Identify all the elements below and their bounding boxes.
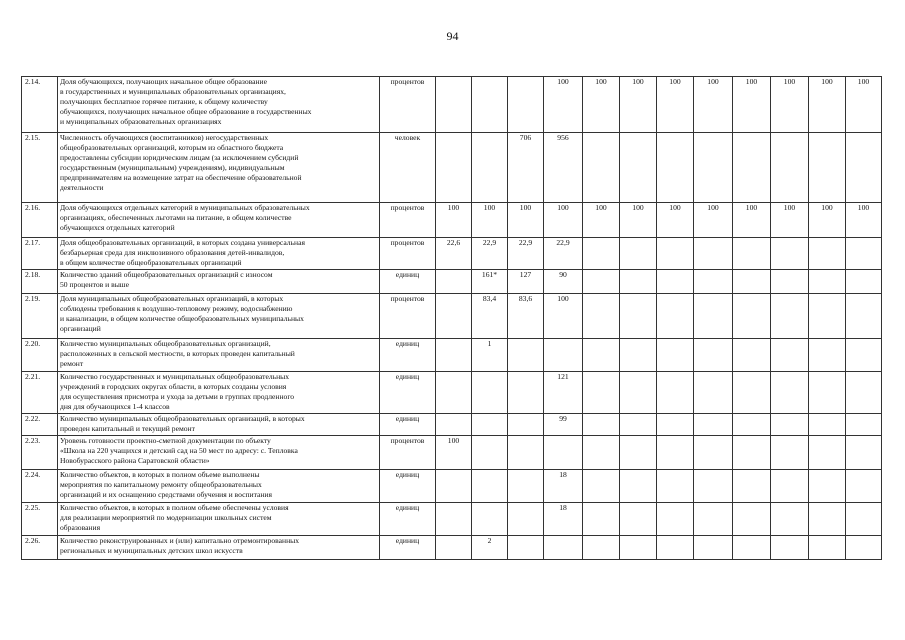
value-cell	[657, 133, 694, 203]
unit-cell: единиц	[380, 270, 436, 294]
value-cell	[809, 339, 846, 372]
table-row	[22, 536, 882, 560]
value-cell	[846, 339, 882, 372]
value-cell: 100	[583, 77, 620, 133]
value-cell: 100	[544, 294, 583, 339]
unit-cell: процентов	[380, 436, 436, 470]
value-cell: 100	[544, 77, 583, 133]
value-cell	[436, 133, 472, 203]
value-cell: 100	[771, 203, 809, 238]
value-cell	[694, 536, 733, 560]
value-cell	[544, 436, 583, 470]
value-cell	[733, 339, 771, 372]
value-cell: 83,6	[508, 294, 544, 339]
value-cell	[508, 414, 544, 436]
value-cell	[771, 503, 809, 536]
value-cell	[657, 503, 694, 536]
page-number: 94	[446, 29, 459, 43]
value-cell: 100	[436, 203, 472, 238]
indicator-name-cell: Доля общеобразовательных организаций, в которых создана универсальная безбарьерная среда для инклюзивного образования детей-инвалидов, в общем количестве общеобразовательных организаций	[58, 238, 380, 270]
indicator-number-cell: 2.16.	[22, 203, 58, 238]
value-cell	[657, 339, 694, 372]
indicator-number-cell: 2.23.	[22, 436, 58, 470]
value-cell	[436, 339, 472, 372]
value-cell	[620, 294, 657, 339]
indicator-number-cell: 2.26.	[22, 536, 58, 560]
unit-cell: процентов	[380, 203, 436, 238]
table-row	[22, 133, 882, 203]
value-cell	[771, 339, 809, 372]
table-row	[22, 470, 882, 503]
value-cell	[809, 294, 846, 339]
value-cell	[620, 133, 657, 203]
value-cell	[809, 436, 846, 470]
value-cell: 127	[508, 270, 544, 294]
value-cell	[508, 77, 544, 133]
value-cell	[620, 339, 657, 372]
indicator-name-cell: Доля муниципальных общеобразовательных организаций, в которых соблюдены требования к воздушно-тепловому режиму, водоснабжению и канализации, в общем количестве общеобразовательных муниципальных организаций	[58, 294, 380, 339]
value-cell	[436, 372, 472, 414]
unit-cell: единиц	[380, 503, 436, 536]
table-row	[22, 414, 882, 436]
value-cell	[771, 294, 809, 339]
value-cell	[809, 503, 846, 536]
value-cell	[620, 372, 657, 414]
value-cell	[583, 238, 620, 270]
value-cell	[733, 238, 771, 270]
indicator-number-cell: 2.21.	[22, 372, 58, 414]
value-cell: 100	[694, 203, 733, 238]
indicator-name-cell: Доля обучающихся отдельных категорий в муниципальных образовательных организациях, обеспеченных льготами на питание, в общем количестве обучающихся отдельных категорий	[58, 203, 380, 238]
indicator-number-cell: 2.17.	[22, 238, 58, 270]
value-cell: 22,9	[472, 238, 508, 270]
value-cell	[694, 238, 733, 270]
value-cell	[620, 503, 657, 536]
value-cell	[583, 372, 620, 414]
value-cell	[472, 414, 508, 436]
indicator-name-cell: Количество реконструированных и (или) капитально отремонтированных региональных и муниципальных детских школ искусств	[58, 536, 380, 560]
value-cell	[472, 372, 508, 414]
value-cell	[733, 436, 771, 470]
value-cell	[472, 503, 508, 536]
unit-cell: единиц	[380, 414, 436, 436]
value-cell	[472, 436, 508, 470]
value-cell: 100	[657, 77, 694, 133]
table-row	[22, 77, 882, 133]
table-row	[22, 503, 882, 536]
unit-cell: единиц	[380, 470, 436, 503]
value-cell: 22,9	[544, 238, 583, 270]
indicator-number-cell: 2.18.	[22, 270, 58, 294]
indicator-name-cell: Численность обучающихся (воспитанников) негосударственных общеобразовательных организаций, которым из областного бюджета предоставлены субсидии юридическим лицам (за исключением субсидий государственным (муниципальным) учреждениям), индивидуальным предпринимателям на возмещение затрат на обеспечение образовательной деятельности	[58, 133, 380, 203]
value-cell	[771, 133, 809, 203]
unit-cell: единиц	[380, 536, 436, 560]
value-cell	[846, 414, 882, 436]
value-cell: 100	[694, 77, 733, 133]
table-row	[22, 372, 882, 414]
indicator-name-cell: Доля обучающихся, получающих начальное общее образование в государственных и муниципальных образовательных организациях, получающих бесплатное горячее питание, к общему количеству обучающихся, получающих начальное общее образование в государственных и муниципальных образовательных организациях	[58, 77, 380, 133]
value-cell: 90	[544, 270, 583, 294]
value-cell	[771, 372, 809, 414]
table-row	[22, 339, 882, 372]
value-cell	[733, 372, 771, 414]
value-cell	[733, 414, 771, 436]
value-cell	[694, 372, 733, 414]
value-cell	[694, 133, 733, 203]
indicator-name-cell: Количество зданий общеобразовательных организаций с износом 50 процентов и выше	[58, 270, 380, 294]
value-cell: 100	[620, 77, 657, 133]
value-cell: 956	[544, 133, 583, 203]
value-cell	[472, 133, 508, 203]
value-cell: 100	[771, 77, 809, 133]
value-cell	[583, 436, 620, 470]
value-cell: 100	[846, 77, 882, 133]
value-cell	[508, 436, 544, 470]
value-cell	[620, 470, 657, 503]
value-cell	[846, 372, 882, 414]
value-cell: 1	[472, 339, 508, 372]
value-cell	[733, 270, 771, 294]
value-cell	[544, 339, 583, 372]
value-cell: 161*	[472, 270, 508, 294]
value-cell	[846, 133, 882, 203]
value-cell: 100	[733, 203, 771, 238]
value-cell	[583, 133, 620, 203]
value-cell: 100	[733, 77, 771, 133]
indicator-name-cell: Количество государственных и муниципальных общеобразовательных учреждений в городских округах области, в которых созданы условия для осуществления присмотра и ухода за детьми в группах продленного дня для обучающихся 1-4 классов	[58, 372, 380, 414]
value-cell	[694, 470, 733, 503]
value-cell	[544, 536, 583, 560]
indicator-number-cell: 2.14.	[22, 77, 58, 133]
unit-cell: единиц	[380, 372, 436, 414]
value-cell	[657, 470, 694, 503]
value-cell: 706	[508, 133, 544, 203]
indicator-name-cell: Уровень готовности проектно-сметной документации по объекту «Школа на 220 учащихся и детский сад на 50 мест по адресу: с. Тепловка Новобурасского района Саратовской области»	[58, 436, 380, 470]
value-cell	[846, 294, 882, 339]
value-cell	[620, 414, 657, 436]
value-cell	[771, 436, 809, 470]
table-row	[22, 270, 882, 294]
value-cell	[846, 503, 882, 536]
value-cell	[733, 503, 771, 536]
value-cell: 22,9	[508, 238, 544, 270]
value-cell	[508, 470, 544, 503]
value-cell: 100	[809, 203, 846, 238]
value-cell	[583, 503, 620, 536]
unit-cell: процентов	[380, 294, 436, 339]
value-cell	[771, 270, 809, 294]
value-cell	[846, 436, 882, 470]
value-cell	[436, 294, 472, 339]
value-cell	[583, 414, 620, 436]
value-cell	[694, 503, 733, 536]
value-cell	[771, 470, 809, 503]
value-cell	[508, 372, 544, 414]
value-cell	[657, 414, 694, 436]
value-cell	[436, 77, 472, 133]
value-cell	[809, 414, 846, 436]
table-row	[22, 203, 882, 238]
value-cell	[846, 536, 882, 560]
value-cell: 100	[620, 203, 657, 238]
value-cell	[657, 436, 694, 470]
value-cell	[733, 470, 771, 503]
value-cell	[508, 339, 544, 372]
value-cell: 100	[657, 203, 694, 238]
unit-cell: процентов	[380, 77, 436, 133]
value-cell	[472, 77, 508, 133]
value-cell	[620, 238, 657, 270]
indicator-number-cell: 2.22.	[22, 414, 58, 436]
value-cell	[436, 414, 472, 436]
value-cell	[771, 238, 809, 270]
indicator-name-cell: Количество объектов, в которых в полном объеме обеспечены условия для реализации мероприятий по модернизации школьных систем образования	[58, 503, 380, 536]
indicator-number-cell: 2.25.	[22, 503, 58, 536]
value-cell	[657, 270, 694, 294]
value-cell	[809, 270, 846, 294]
value-cell	[771, 414, 809, 436]
table-row	[22, 294, 882, 339]
indicator-number-cell: 2.19.	[22, 294, 58, 339]
value-cell	[620, 536, 657, 560]
value-cell	[620, 436, 657, 470]
indicator-name-cell: Количество муниципальных общеобразовательных организаций, расположенных в сельской местности, в которых проведен капитальный ремонт	[58, 339, 380, 372]
value-cell	[436, 503, 472, 536]
value-cell	[583, 294, 620, 339]
value-cell	[583, 339, 620, 372]
value-cell	[809, 238, 846, 270]
value-cell: 100	[583, 203, 620, 238]
indicator-number-cell: 2.15.	[22, 133, 58, 203]
value-cell: 100	[508, 203, 544, 238]
value-cell	[472, 470, 508, 503]
value-cell: 22,6	[436, 238, 472, 270]
value-cell	[657, 536, 694, 560]
indicator-number-cell: 2.24.	[22, 470, 58, 503]
value-cell	[733, 294, 771, 339]
value-cell	[694, 339, 733, 372]
value-cell	[657, 238, 694, 270]
value-cell	[583, 536, 620, 560]
value-cell	[583, 470, 620, 503]
value-cell	[583, 270, 620, 294]
table-row	[22, 238, 882, 270]
value-cell	[846, 270, 882, 294]
value-cell	[809, 133, 846, 203]
unit-cell: человек	[380, 133, 436, 203]
value-cell	[846, 238, 882, 270]
value-cell	[694, 270, 733, 294]
value-cell: 100	[846, 203, 882, 238]
value-cell: 100	[472, 203, 508, 238]
value-cell	[620, 270, 657, 294]
table-row	[22, 436, 882, 470]
value-cell: 18	[544, 503, 583, 536]
value-cell	[436, 470, 472, 503]
value-cell	[846, 470, 882, 503]
unit-cell: единиц	[380, 339, 436, 372]
value-cell: 2	[472, 536, 508, 560]
unit-cell: процентов	[380, 238, 436, 270]
value-cell	[694, 294, 733, 339]
indicator-name-cell: Количество муниципальных общеобразовательных организаций, в которых проведен капитальный и текущий ремонт	[58, 414, 380, 436]
value-cell	[733, 133, 771, 203]
value-cell	[436, 536, 472, 560]
value-cell: 99	[544, 414, 583, 436]
value-cell: 100	[809, 77, 846, 133]
value-cell	[809, 536, 846, 560]
value-cell: 100	[544, 203, 583, 238]
value-cell	[733, 536, 771, 560]
value-cell	[694, 436, 733, 470]
value-cell	[809, 470, 846, 503]
value-cell	[809, 372, 846, 414]
value-cell: 18	[544, 470, 583, 503]
value-cell	[657, 294, 694, 339]
value-cell	[508, 503, 544, 536]
value-cell: 121	[544, 372, 583, 414]
indicators-table	[21, 76, 882, 560]
value-cell	[694, 414, 733, 436]
indicator-name-cell: Количество объектов, в которых в полном объеме выполнены мероприятия по капитальному ремонту общеобразовательных организаций и их оснащению средствами обучения и воспитания	[58, 470, 380, 503]
value-cell: 83,4	[472, 294, 508, 339]
value-cell	[657, 372, 694, 414]
value-cell: 100	[436, 436, 472, 470]
value-cell	[436, 270, 472, 294]
value-cell	[508, 536, 544, 560]
indicator-number-cell: 2.20.	[22, 339, 58, 372]
value-cell	[771, 536, 809, 560]
